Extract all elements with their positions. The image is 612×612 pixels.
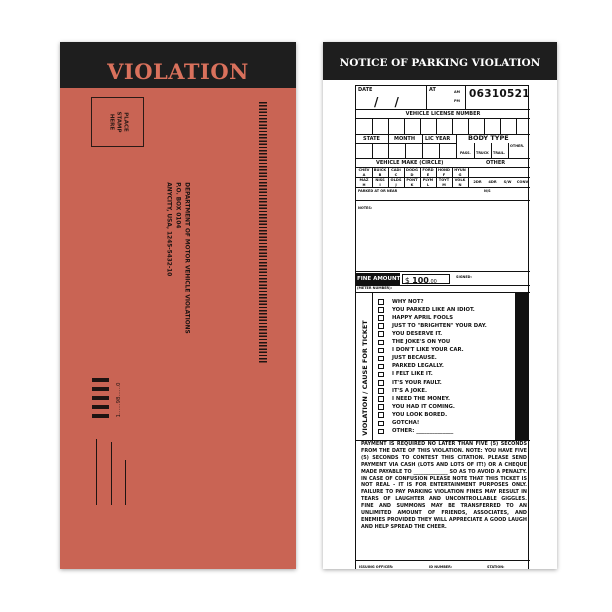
vehicle-make-name: DODG [406, 168, 418, 172]
body-style-option: S/W [503, 180, 512, 184]
reason-checkbox[interactable] [378, 315, 384, 321]
signed-label: SIGNED: [456, 275, 472, 279]
vehicle-make-option [356, 178, 372, 187]
reason-text: YOU PARKED LIKE AN IDIOT. [392, 306, 475, 313]
fim-bar [92, 378, 109, 382]
pass-label: PASS. [460, 151, 471, 155]
fine-cents: .00 [428, 279, 437, 285]
vehicle-make-option [452, 178, 468, 187]
vehicle-make-option [420, 178, 436, 187]
trail-label: TRAIL. [493, 151, 506, 155]
reason-checkbox[interactable] [378, 388, 384, 394]
vehicle-make-letter: N [458, 182, 462, 187]
vehicle-make-letter: H [362, 182, 366, 187]
body-style-option: CONV [516, 180, 529, 184]
vehicle-make-option [388, 168, 404, 177]
reason-text: OTHER: ______________ [392, 428, 454, 435]
reason-checkbox[interactable] [378, 356, 384, 362]
vehicle-make-name: NISS [375, 178, 385, 182]
reason-checkbox[interactable] [378, 299, 384, 305]
vehicle-make-letter: I [379, 182, 381, 187]
barcode-strip [259, 102, 267, 364]
stamp-box [91, 97, 144, 147]
reason-checkbox[interactable] [378, 372, 384, 378]
reason-text: IT'S YOUR FAULT. [392, 379, 442, 386]
vehicle-make-name: CADI [391, 168, 401, 172]
reason-checkbox[interactable] [378, 421, 384, 427]
reason-text: JUST BECAUSE. [392, 355, 437, 362]
fine-amount-row [356, 273, 530, 285]
ticket-header [323, 42, 557, 80]
stamp-line: HERE [108, 113, 115, 131]
ns-label: N/S [484, 189, 491, 193]
truck-label: TRUCK [476, 151, 489, 155]
vehicle-make-name: PONT [406, 178, 418, 182]
vehicle-make-option [372, 178, 388, 187]
vehicle-make-letter: A [362, 172, 366, 177]
fine-amount-box [402, 274, 450, 284]
vehicle-make-option [404, 168, 420, 177]
address-line: ANYCITY, USA, 1245-5432-10 [165, 182, 172, 277]
lic-year-label: LIC YEAR [425, 136, 451, 142]
time-label: AT [429, 87, 436, 93]
mailing-address [164, 182, 191, 333]
ticket-title: NOTICE OF PARKING VIOLATION [339, 57, 541, 69]
make-label: VEHICLE MAKE (CIRCLE) [376, 160, 444, 166]
vehicle-make-letter: J [395, 182, 397, 187]
am-label: AM [454, 90, 460, 94]
vehicle-make-name: HOND [437, 168, 451, 172]
vehicle-make-letter: G [458, 172, 462, 177]
reason-checkbox[interactable] [378, 364, 384, 370]
reason-text: YOU LOOK BORED. [392, 411, 448, 418]
station-label: STATION: [487, 565, 505, 569]
reason-checkbox[interactable] [378, 412, 384, 418]
vehicle-make-name: MAZ [359, 178, 369, 182]
month-label: MONTH [394, 136, 416, 142]
reason-checkbox[interactable] [378, 323, 384, 329]
reason-text: THE JOKE'S ON YOU [392, 339, 451, 345]
currency-symbol: $ [405, 276, 410, 285]
reason-checkbox[interactable] [378, 331, 384, 337]
vehicle-make-letter: M [442, 182, 446, 187]
divider-line [96, 439, 97, 505]
vehicle-make-name: PLYM [422, 178, 434, 182]
vehicle-make-option [420, 168, 436, 177]
parking-ticket [323, 42, 557, 569]
vehicle-make-name: TOYT [438, 178, 450, 182]
vehicle-make-letter: F [442, 172, 446, 177]
vehicle-make-name: HYUN [454, 168, 466, 172]
reason-text: YOU HAD IT COMING. [392, 403, 455, 410]
vehicle-make-name: CHEV [358, 168, 370, 172]
notes-label: NOTES: [358, 206, 373, 210]
date-label: DATE [358, 87, 373, 93]
reason-checkbox[interactable] [378, 396, 384, 402]
reason-text: I FELT LIKE IT. [392, 371, 433, 378]
reason-checkbox[interactable] [378, 404, 384, 410]
others-label: OTHER. [510, 144, 525, 148]
vehicle-make-name: OLDS [390, 178, 402, 182]
reason-text: PARKED LEGALLY. [392, 363, 444, 370]
meter-number-label: (METER NUMBER): [357, 286, 393, 290]
vehicle-make-letter: D [410, 172, 414, 177]
vehicle-make-letter: C [394, 172, 398, 177]
license-label: VEHICLE LICENSE NUMBER [405, 111, 481, 117]
vehicle-make-option [436, 178, 452, 187]
id-number-label: ID NUMBER: [429, 565, 453, 569]
vehicle-make-letter: E [426, 172, 430, 177]
reason-text: HAPPY APRIL FOOLS [392, 314, 454, 321]
reason-text: I NEED THE MONEY. [392, 395, 451, 402]
envelope-title: VIOLATION [107, 59, 249, 84]
vehicle-make-name: BUICK [373, 168, 387, 172]
body-style-option: 2DR [473, 180, 482, 184]
reason-checkbox[interactable] [378, 348, 384, 354]
address-line: P.O. BOX 0104 [174, 182, 181, 229]
vehicle-make-letter: B [378, 172, 382, 177]
stamp-label [108, 111, 129, 132]
fine-value: 100 [412, 276, 429, 285]
meter-number: 1......98......0 [116, 382, 122, 418]
envelope-header [60, 42, 296, 88]
vehicle-make-option [356, 168, 372, 177]
other-label: OTHER [486, 160, 506, 166]
ticket-number: 06310521 [469, 88, 530, 100]
fim-bar [92, 414, 109, 418]
vehicle-make-option [436, 168, 452, 177]
vehicle-make-option [372, 168, 388, 177]
vehicle-make-letter: L [426, 182, 430, 187]
vehicle-make-option [452, 168, 468, 177]
body-style-option: 4DR [488, 180, 497, 184]
reason-text: IT'S A JOKE. [392, 387, 428, 394]
reason-text: I DON'T LIKE YOUR CAR. [392, 347, 464, 354]
state-label: STATE [363, 136, 380, 142]
stamp-line: STAMP [115, 111, 122, 133]
fine-print: PAYMENT IS REQUIRED NO LATER THAN FIVE (5) SECONDS FROM THE DATE OF THIS VIOLATION. NOTE: YOU HAVE FIVE (5) SECONDS TO CONTEST THIS CITATION. PLEASE SEND PAYMENT VIA CASH (LOTS AND LOTS OF IT!) OR A CHEQUE MADE PAYABLE TO ______________ SO AS TO AVOID A PENALTY. IN CASE OF CONFUSION PLEASE NOTE THAT THIS TICKET IS NOT REAL - IT IS FOR ENTERTAINMENT PURPOSES ONLY. FAILURE TO PAY PARKING VIOLATION FINES MAY RESULT IN TEARS OF LAUGHTER AND UNCONTROLLABLE GIGGLES. FINE AND SUMMONS MAY BE TRANSFERRED TO AN UNLIMITED AMOUNT OF FRIENDS, ASSOCIATES, AND ENEMIES PROVIDED THEY WILL APPRECIATE A GOOD LAUGH AND HELP SPREAD THE CHEER. [361, 441, 527, 530]
reason-checkbox[interactable] [378, 429, 384, 435]
fim-bar [92, 387, 109, 391]
reason-text: JUST TO "BRIGHTEN" YOUR DAY. [392, 322, 487, 329]
violation-envelope [60, 42, 296, 569]
cause-side-label: VIOLATION / CAUSE FOR TICKET [361, 320, 369, 436]
stamp-line: PLACE [122, 112, 129, 132]
reason-black-bar [515, 292, 529, 440]
parked-at-label: PARKED AT OR NEAR [358, 189, 398, 193]
body-type-label: BODY TYPE [468, 134, 509, 142]
issuing-officer-label: ISSUING OFFICER: [359, 565, 394, 569]
vehicle-make-option [404, 178, 420, 187]
reason-text: GOTCHA! [392, 420, 420, 426]
reason-text: YOU DESERVE IT. [392, 330, 443, 337]
divider-line [111, 442, 112, 505]
ticket-form [355, 85, 529, 569]
address-line: DEPARTMENT OF MOTOR VEHICLE VIOLATIONS [183, 182, 190, 334]
vehicle-make-name: FORD [422, 168, 434, 172]
divider-line [125, 460, 126, 505]
date-field: / / [374, 95, 405, 109]
reason-checkbox[interactable] [378, 307, 384, 313]
fim-bar [92, 396, 109, 400]
vehicle-make-option [388, 178, 404, 187]
reason-text: WHY NOT? [392, 298, 424, 305]
vehicle-make-name: VOLK [454, 178, 466, 182]
reason-checkbox[interactable] [378, 380, 384, 386]
pm-label: PM [454, 99, 460, 103]
reason-checkbox[interactable] [378, 340, 384, 346]
vehicle-make-letter: K [410, 182, 414, 187]
fine-amount-label: FINE AMOUNT: [357, 276, 403, 282]
fim-bar [92, 405, 109, 409]
